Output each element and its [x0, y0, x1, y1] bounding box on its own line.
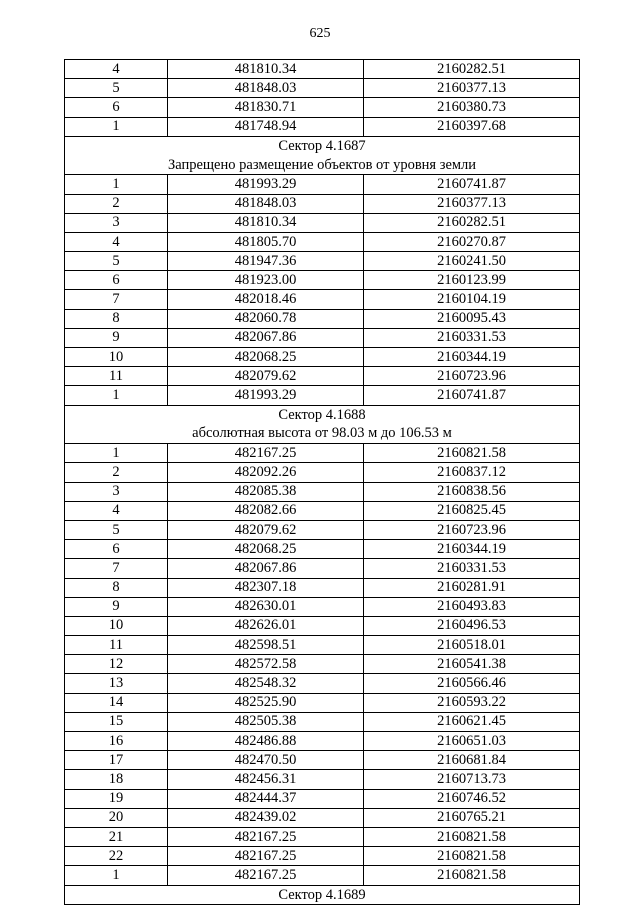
x-coordinate-cell: 482082.66 — [168, 501, 364, 520]
table-row — [65, 482, 580, 501]
x-coordinate-cell: 482092.26 — [168, 463, 364, 482]
point-number-cell: 18 — [65, 770, 168, 789]
point-number-cell: 1 — [65, 866, 168, 885]
point-number-cell: 1 — [65, 386, 168, 405]
table-row — [65, 98, 580, 117]
x-coordinate-cell: 481848.03 — [168, 194, 364, 213]
table-row — [65, 674, 580, 693]
point-number-cell: 5 — [65, 79, 168, 98]
table-row — [65, 636, 580, 655]
point-number-cell: 7 — [65, 559, 168, 578]
page-number: 625 — [309, 26, 331, 41]
x-coordinate-cell: 482486.88 — [168, 732, 364, 751]
table-row — [65, 847, 580, 866]
y-coordinate-cell: 2160838.56 — [364, 482, 580, 501]
table-row — [65, 712, 580, 731]
table-row — [65, 252, 580, 271]
y-coordinate-cell: 2160821.58 — [364, 866, 580, 885]
y-coordinate-cell: 2160741.87 — [364, 175, 580, 194]
y-coordinate-cell: 2160493.83 — [364, 597, 580, 616]
point-number-cell: 9 — [65, 597, 168, 616]
point-number-cell: 2 — [65, 194, 168, 213]
point-number-cell: 8 — [65, 309, 168, 328]
point-number-cell: 11 — [65, 636, 168, 655]
sector-header-row — [65, 405, 580, 444]
point-number-cell: 16 — [65, 732, 168, 751]
y-coordinate-cell: 2160095.43 — [364, 309, 580, 328]
y-coordinate-cell: 2160746.52 — [364, 789, 580, 808]
y-coordinate-cell: 2160621.45 — [364, 712, 580, 731]
x-coordinate-cell: 481947.36 — [168, 252, 364, 271]
table-row — [65, 616, 580, 635]
point-number-cell: 20 — [65, 808, 168, 827]
y-coordinate-cell: 2160123.99 — [364, 271, 580, 290]
sector-restriction: Запрещено размещение объектов от уровня земли — [167, 156, 477, 173]
y-coordinate-cell: 2160331.53 — [364, 328, 580, 347]
sector-header-cell — [65, 136, 580, 175]
y-coordinate-cell: 2160765.21 — [364, 808, 580, 827]
y-coordinate-cell: 2160681.84 — [364, 751, 580, 770]
point-number-cell: 4 — [65, 60, 168, 79]
x-coordinate-cell: 482079.62 — [168, 367, 364, 386]
y-coordinate-cell: 2160741.87 — [364, 386, 580, 405]
table-row — [65, 290, 580, 309]
y-coordinate-cell: 2160397.68 — [364, 117, 580, 136]
y-coordinate-cell: 2160380.73 — [364, 98, 580, 117]
point-number-cell: 17 — [65, 751, 168, 770]
sector-title: Сектор 4.1687 — [278, 138, 366, 155]
table-row — [65, 559, 580, 578]
point-number-cell: 5 — [65, 520, 168, 539]
y-coordinate-cell: 2160344.19 — [364, 540, 580, 559]
x-coordinate-cell: 482079.62 — [168, 520, 364, 539]
y-coordinate-cell: 2160541.38 — [364, 655, 580, 674]
y-coordinate-cell: 2160723.96 — [364, 367, 580, 386]
table-row — [65, 463, 580, 482]
table-row — [65, 175, 580, 194]
y-coordinate-cell: 2160593.22 — [364, 693, 580, 712]
x-coordinate-cell: 482470.50 — [168, 751, 364, 770]
point-number-cell: 5 — [65, 252, 168, 271]
table-row — [65, 348, 580, 367]
table-row — [65, 732, 580, 751]
table-row — [65, 655, 580, 674]
table-row — [65, 770, 580, 789]
table-row — [65, 808, 580, 827]
x-coordinate-cell: 481923.00 — [168, 271, 364, 290]
x-coordinate-cell: 482068.25 — [168, 540, 364, 559]
sector-restriction: абсолютная высота от 98.03 м до 106.53 м — [192, 425, 452, 442]
x-coordinate-cell: 481830.71 — [168, 98, 364, 117]
point-number-cell: 7 — [65, 290, 168, 309]
point-number-cell: 2 — [65, 463, 168, 482]
point-number-cell: 21 — [65, 827, 168, 846]
x-coordinate-cell: 481810.34 — [168, 60, 364, 79]
y-coordinate-cell: 2160821.58 — [364, 847, 580, 866]
point-number-cell: 1 — [65, 117, 168, 136]
point-number-cell: 9 — [65, 328, 168, 347]
point-number-cell: 3 — [65, 482, 168, 501]
table-row — [65, 117, 580, 136]
y-coordinate-cell: 2160825.45 — [364, 501, 580, 520]
x-coordinate-cell: 482444.37 — [168, 789, 364, 808]
sector-header-row — [65, 136, 580, 175]
table-row — [65, 693, 580, 712]
y-coordinate-cell: 2160518.01 — [364, 636, 580, 655]
x-coordinate-cell: 481993.29 — [168, 386, 364, 405]
y-coordinate-cell: 2160713.73 — [364, 770, 580, 789]
point-number-cell: 6 — [65, 271, 168, 290]
x-coordinate-cell: 482067.86 — [168, 559, 364, 578]
coordinates-table-body — [65, 60, 580, 905]
y-coordinate-cell: 2160837.12 — [364, 463, 580, 482]
y-coordinate-cell: 2160241.50 — [364, 252, 580, 271]
point-number-cell: 4 — [65, 232, 168, 251]
x-coordinate-cell: 481805.70 — [168, 232, 364, 251]
coordinates-table — [64, 59, 580, 905]
y-coordinate-cell: 2160281.91 — [364, 578, 580, 597]
y-coordinate-cell: 2160377.13 — [364, 79, 580, 98]
sector-header-cell — [65, 885, 580, 905]
point-number-cell: 1 — [65, 175, 168, 194]
y-coordinate-cell: 2160566.46 — [364, 674, 580, 693]
table-row — [65, 597, 580, 616]
point-number-cell: 11 — [65, 367, 168, 386]
x-coordinate-cell: 482167.25 — [168, 847, 364, 866]
x-coordinate-cell: 482525.90 — [168, 693, 364, 712]
x-coordinate-cell: 482505.38 — [168, 712, 364, 731]
x-coordinate-cell: 482167.25 — [168, 827, 364, 846]
y-coordinate-cell: 2160377.13 — [364, 194, 580, 213]
sector-title: Сектор 4.1688 — [278, 406, 366, 423]
x-coordinate-cell: 482167.25 — [168, 866, 364, 885]
point-number-cell: 6 — [65, 98, 168, 117]
sector-header-cell — [65, 405, 580, 444]
x-coordinate-cell: 481748.94 — [168, 117, 364, 136]
point-number-cell: 8 — [65, 578, 168, 597]
y-coordinate-cell: 2160821.58 — [364, 444, 580, 463]
y-coordinate-cell: 2160282.51 — [364, 213, 580, 232]
point-number-cell: 22 — [65, 847, 168, 866]
x-coordinate-cell: 482307.18 — [168, 578, 364, 597]
table-row — [65, 789, 580, 808]
table-row — [65, 540, 580, 559]
table-row — [65, 386, 580, 405]
table-row — [65, 367, 580, 386]
point-number-cell: 1 — [65, 444, 168, 463]
table-row — [65, 271, 580, 290]
y-coordinate-cell: 2160496.53 — [364, 616, 580, 635]
x-coordinate-cell: 482060.78 — [168, 309, 364, 328]
y-coordinate-cell: 2160651.03 — [364, 732, 580, 751]
x-coordinate-cell: 482018.46 — [168, 290, 364, 309]
table-row — [65, 213, 580, 232]
table-row — [65, 751, 580, 770]
point-number-cell: 3 — [65, 213, 168, 232]
point-number-cell: 14 — [65, 693, 168, 712]
point-number-cell: 10 — [65, 616, 168, 635]
point-number-cell: 13 — [65, 674, 168, 693]
table-row — [65, 578, 580, 597]
table-row — [65, 60, 580, 79]
y-coordinate-cell: 2160821.58 — [364, 827, 580, 846]
table-row — [65, 444, 580, 463]
point-number-cell: 15 — [65, 712, 168, 731]
table-row — [65, 79, 580, 98]
y-coordinate-cell: 2160282.51 — [364, 60, 580, 79]
x-coordinate-cell: 482630.01 — [168, 597, 364, 616]
x-coordinate-cell: 482167.25 — [168, 444, 364, 463]
sector-header-row — [65, 885, 580, 905]
table-row — [65, 232, 580, 251]
table-row — [65, 501, 580, 520]
y-coordinate-cell: 2160344.19 — [364, 348, 580, 367]
point-number-cell: 6 — [65, 540, 168, 559]
x-coordinate-cell: 481848.03 — [168, 79, 364, 98]
x-coordinate-cell: 482085.38 — [168, 482, 364, 501]
x-coordinate-cell: 482572.58 — [168, 655, 364, 674]
x-coordinate-cell: 482626.01 — [168, 616, 364, 635]
y-coordinate-cell: 2160104.19 — [364, 290, 580, 309]
table-row — [65, 194, 580, 213]
x-coordinate-cell: 482548.32 — [168, 674, 364, 693]
x-coordinate-cell: 482067.86 — [168, 328, 364, 347]
table-row — [65, 520, 580, 539]
point-number-cell: 4 — [65, 501, 168, 520]
x-coordinate-cell: 481993.29 — [168, 175, 364, 194]
sector-title: Сектор 4.1689 — [278, 886, 366, 903]
x-coordinate-cell: 482598.51 — [168, 636, 364, 655]
table-row — [65, 866, 580, 885]
point-number-cell: 10 — [65, 348, 168, 367]
table-row — [65, 328, 580, 347]
y-coordinate-cell: 2160723.96 — [364, 520, 580, 539]
x-coordinate-cell: 481810.34 — [168, 213, 364, 232]
y-coordinate-cell: 2160331.53 — [364, 559, 580, 578]
y-coordinate-cell: 2160270.87 — [364, 232, 580, 251]
table-row — [65, 827, 580, 846]
point-number-cell: 19 — [65, 789, 168, 808]
point-number-cell: 12 — [65, 655, 168, 674]
table-row — [65, 309, 580, 328]
x-coordinate-cell: 482456.31 — [168, 770, 364, 789]
x-coordinate-cell: 482439.02 — [168, 808, 364, 827]
x-coordinate-cell: 482068.25 — [168, 348, 364, 367]
